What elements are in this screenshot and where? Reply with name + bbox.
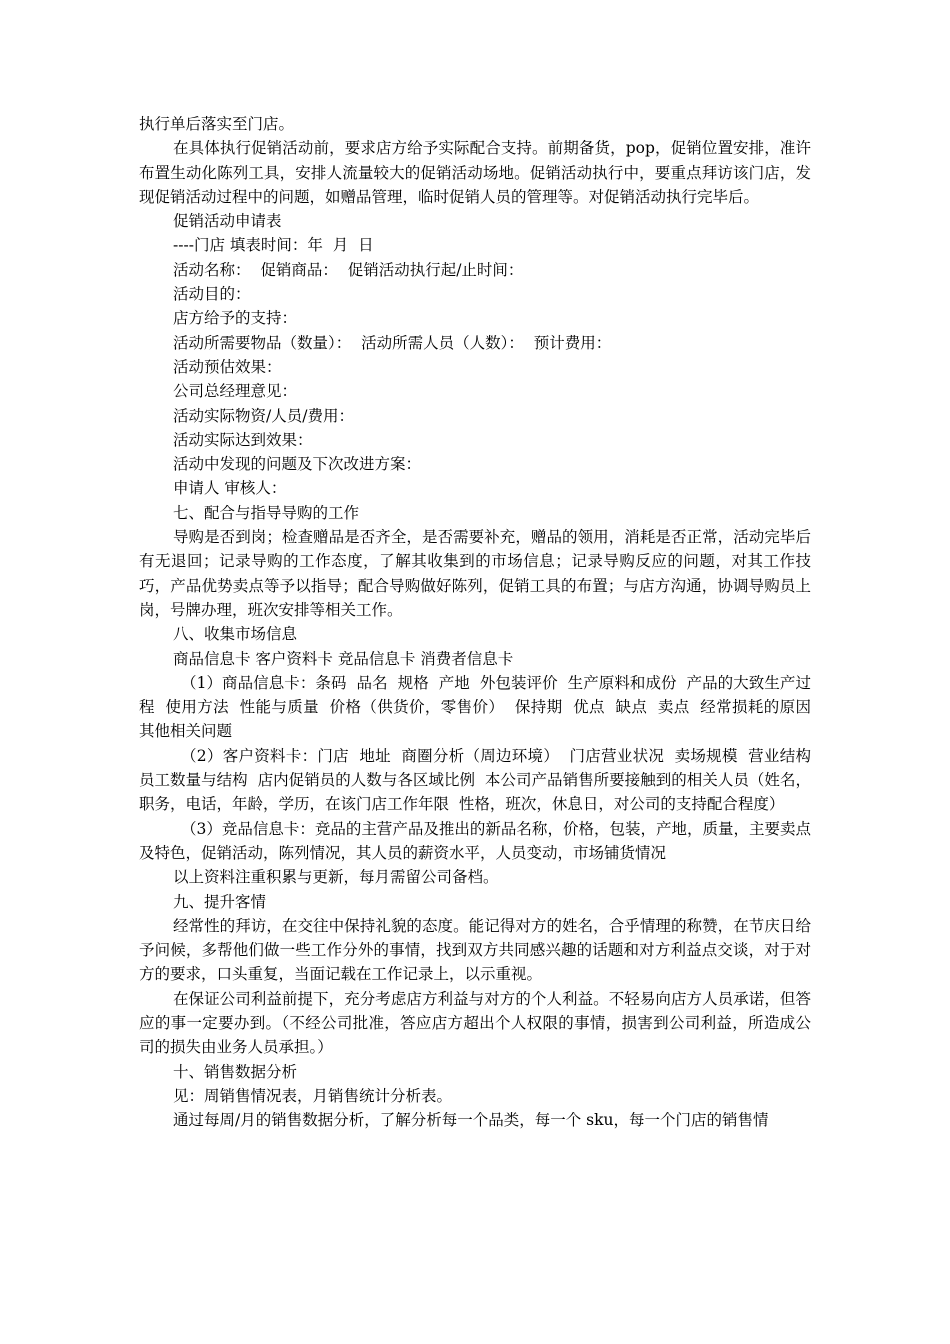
section-heading: 八、收集市场信息	[173, 625, 298, 644]
document-page	[139, 112, 821, 1132]
paragraph: （1）商品信息卡：条码 品名 规格 产地 外包装评价 生产原料和成份 产品的大致生产过程 使用方法 性能与质量 价格（供货价，零售价） 保持期 优点 缺点 卖点 经常损耗的原因 其他相关问题	[139, 673, 821, 741]
paragraph: 商品信息卡 客户资料卡 竞品信息卡 消费者信息卡	[173, 649, 514, 668]
paragraph: （3）竞品信息卡：竞品的主营产品及推出的新品名称，价格，包装，产地，质量，主要卖点及特色，促销活动，陈列情况，其人员的薪资水平，人员变动，市场铺货情况	[139, 819, 811, 862]
section-heading: 七、配合与指导导购的工作	[173, 503, 360, 522]
paragraph: 导购是否到岗；检查赠品是否齐全，是否需要补充，赠品的领用，消耗是否正常，活动完毕后有无退回；记录导购的工作态度，了解其收集到的市场信息；记录导购反应的问题，对其工作技巧，产品优势卖点等予以指导；配合导购做好陈列，促销工具的布置；与店方沟通，协调导购员上岗，号牌办理，班次安排等相关工作。	[139, 528, 811, 619]
form-line: 申请人 审核人：	[173, 479, 287, 498]
paragraph: 以上资料注重积累与更新，每月需留公司备档。	[173, 868, 499, 887]
paragraph: 在保证公司利益前提下，充分考虑店方利益与对方的个人利益。不轻易向店方人员承诺，但答应的事一定要办到。（不经公司批准，答应店方超出个人权限的事情，损害到公司利益，所造成公司的损失由业务人员承担。）	[139, 989, 811, 1057]
form-line: 公司总经理意见：	[173, 382, 298, 401]
form-line: 活动目的：	[173, 285, 251, 304]
form-line: 活动预估效果：	[173, 357, 282, 376]
paragraph: 经常性的拜访，在交往中保持礼貌的态度。能记得对方的姓名，合乎情理的称赞，在节庆日给予问候，多帮他们做一些工作分外的事情，找到双方共同感兴趣的话题和对方利益点交谈，对于对方的要求，口头重复，当面记载在工作记录上，以示重视。	[139, 916, 811, 984]
form-line: 活动名称： 促销商品： 促销活动执行起/止时间：	[173, 260, 524, 279]
form-line: 活动中发现的问题及下次改进方案：	[173, 455, 422, 474]
form-title: 促销活动申请表	[173, 212, 282, 231]
paragraph: （2）客户资料卡：门店 地址 商圈分析（周边环境） 门店营业状况 卖场规模 营业结构 员工数量与结构 店内促销员的人数与各区域比例 本公司产品销售所要接触到的相关人员（姓名，职务，电话，年龄，学历，在该门店工作年限 性格，班次，休息日，对公司的支持配合程度）	[139, 746, 821, 814]
section-heading: 九、提升客情	[173, 892, 267, 911]
section-heading: 十、销售数据分析	[173, 1062, 298, 1081]
form-line: 活动所需要物品（数量）： 活动所需人员（人数）： 预计费用：	[173, 333, 612, 352]
paragraph: 在具体执行促销活动前，要求店方给予实际配合支持。前期备货，pop，促销位置安排，准许布置生动化陈列工具，安排人流量较大的促销活动场地。促销活动执行中，要重点拜访该门店，发现促销活动过程中的问题，如赠品管理，临时促销人员的管理等。对促销活动执行完毕后。	[139, 139, 811, 206]
form-line: ----门店 填表时间：年 月 日	[173, 236, 374, 255]
paragraph: 执行单后落实至门店。	[139, 115, 295, 133]
form-line: 店方给予的支持：	[173, 309, 298, 328]
paragraph: 见：周销售情况表，月销售统计分析表。	[173, 1086, 453, 1105]
form-line: 活动实际达到效果：	[173, 430, 313, 449]
form-line: 活动实际物资/人员/费用：	[173, 406, 354, 425]
paragraph: 通过每周/月的销售数据分析，了解分析每一个品类，每一个 sku，每一个门店的销售情	[173, 1111, 769, 1130]
